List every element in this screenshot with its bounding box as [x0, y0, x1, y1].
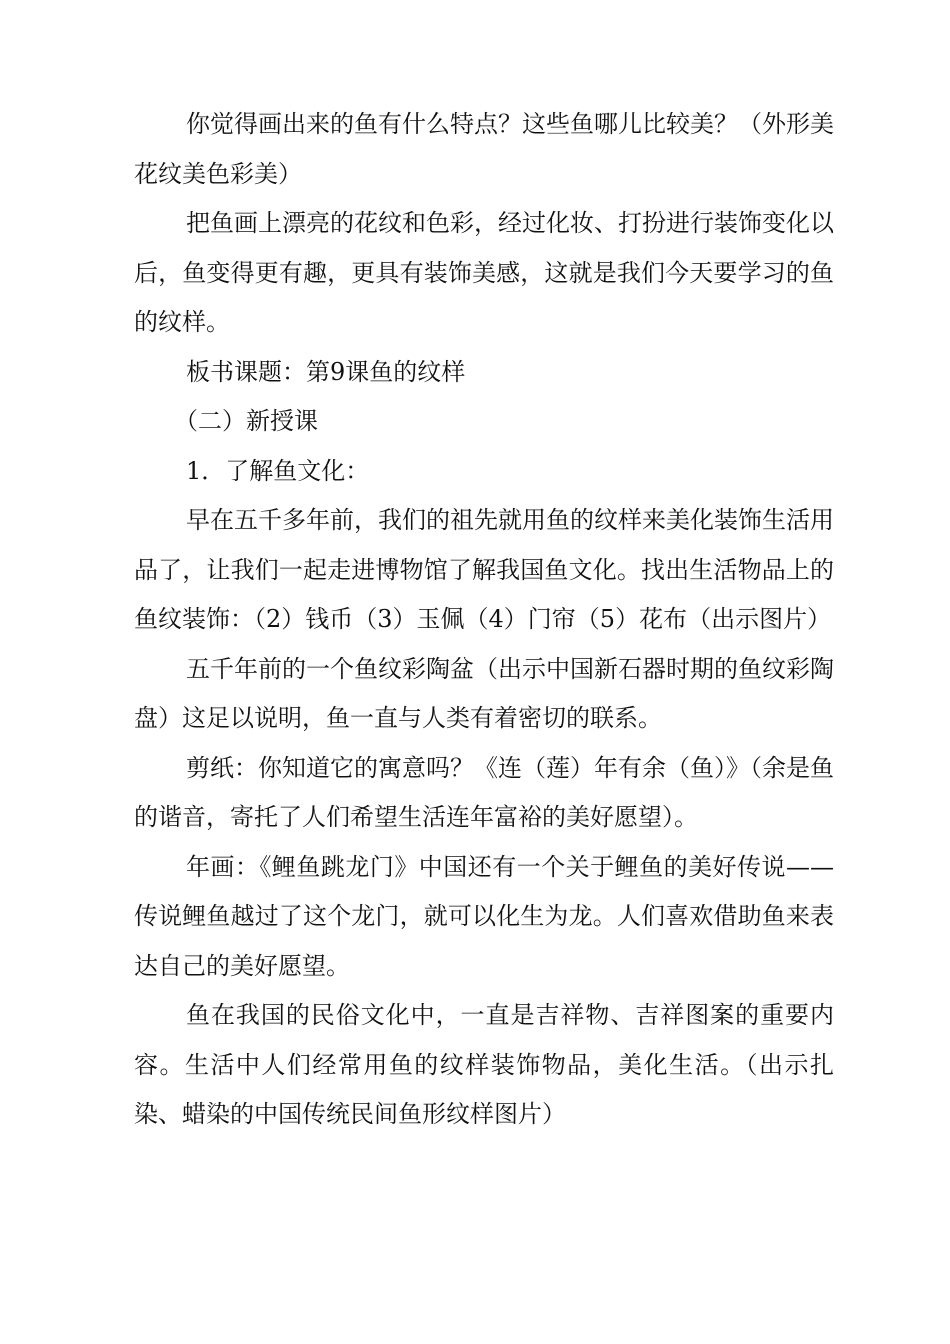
paragraph-ancestors: 早在五千多年前，我们的祖先就用鱼的纹样来美化装饰生活用品了，让我们一起走进博物馆了解我国鱼文化。找出生活物品上的鱼纹装饰：（2）钱币（3）玉佩（4）门帘（5）花布（出示图片）	[134, 506, 834, 633]
paragraph-new-year-painting: 年画：《鲤鱼跳龙门》中国还有一个关于鲤鱼的美好传说——传说鲤鱼越过了这个龙门，就可以化生为龙。人们喜欢借助鱼来表达自己的美好愿望。	[134, 852, 834, 980]
paragraph-decoration-intro: 把鱼画上漂亮的花纹和色彩，经过化妆、打扮进行装饰变化以后，鱼变得更有趣，更具有装饰美感，这就是我们今天要学习的鱼的纹样。	[134, 209, 834, 336]
section-heading-new-lesson: （二）新授课	[174, 407, 318, 435]
paragraph-folk-culture: 鱼在我国的民俗文化中，一直是吉祥物、吉祥图案的重要内容。生活中人们经常用鱼的纹样装饰物品，美化生活。（出示扎染、蜡染的中国传统民间鱼形纹样图片）	[134, 1001, 834, 1128]
paragraph-lesson-title: 板书课题：第9课鱼的纹样	[186, 357, 466, 386]
document-body	[134, 100, 834, 1140]
paragraph-paper-cut: 剪纸：你知道它的寓意吗？《连（莲）年有余（鱼）》（余是鱼的谐音，寄托了人们希望生活连年富裕的美好愿望）。	[134, 753, 834, 831]
paragraph-pottery: 五千年前的一个鱼纹彩陶盆（出示中国新石器时期的鱼纹彩陶盘）这足以说明，鱼一直与人类有着密切的联系。	[134, 654, 834, 732]
paragraph-question: 你觉得画出来的鱼有什么特点？这些鱼哪儿比较美？（外形美花纹美色彩美）	[134, 110, 834, 188]
subsection-heading-fish-culture: 1．了解鱼文化：	[186, 456, 370, 485]
